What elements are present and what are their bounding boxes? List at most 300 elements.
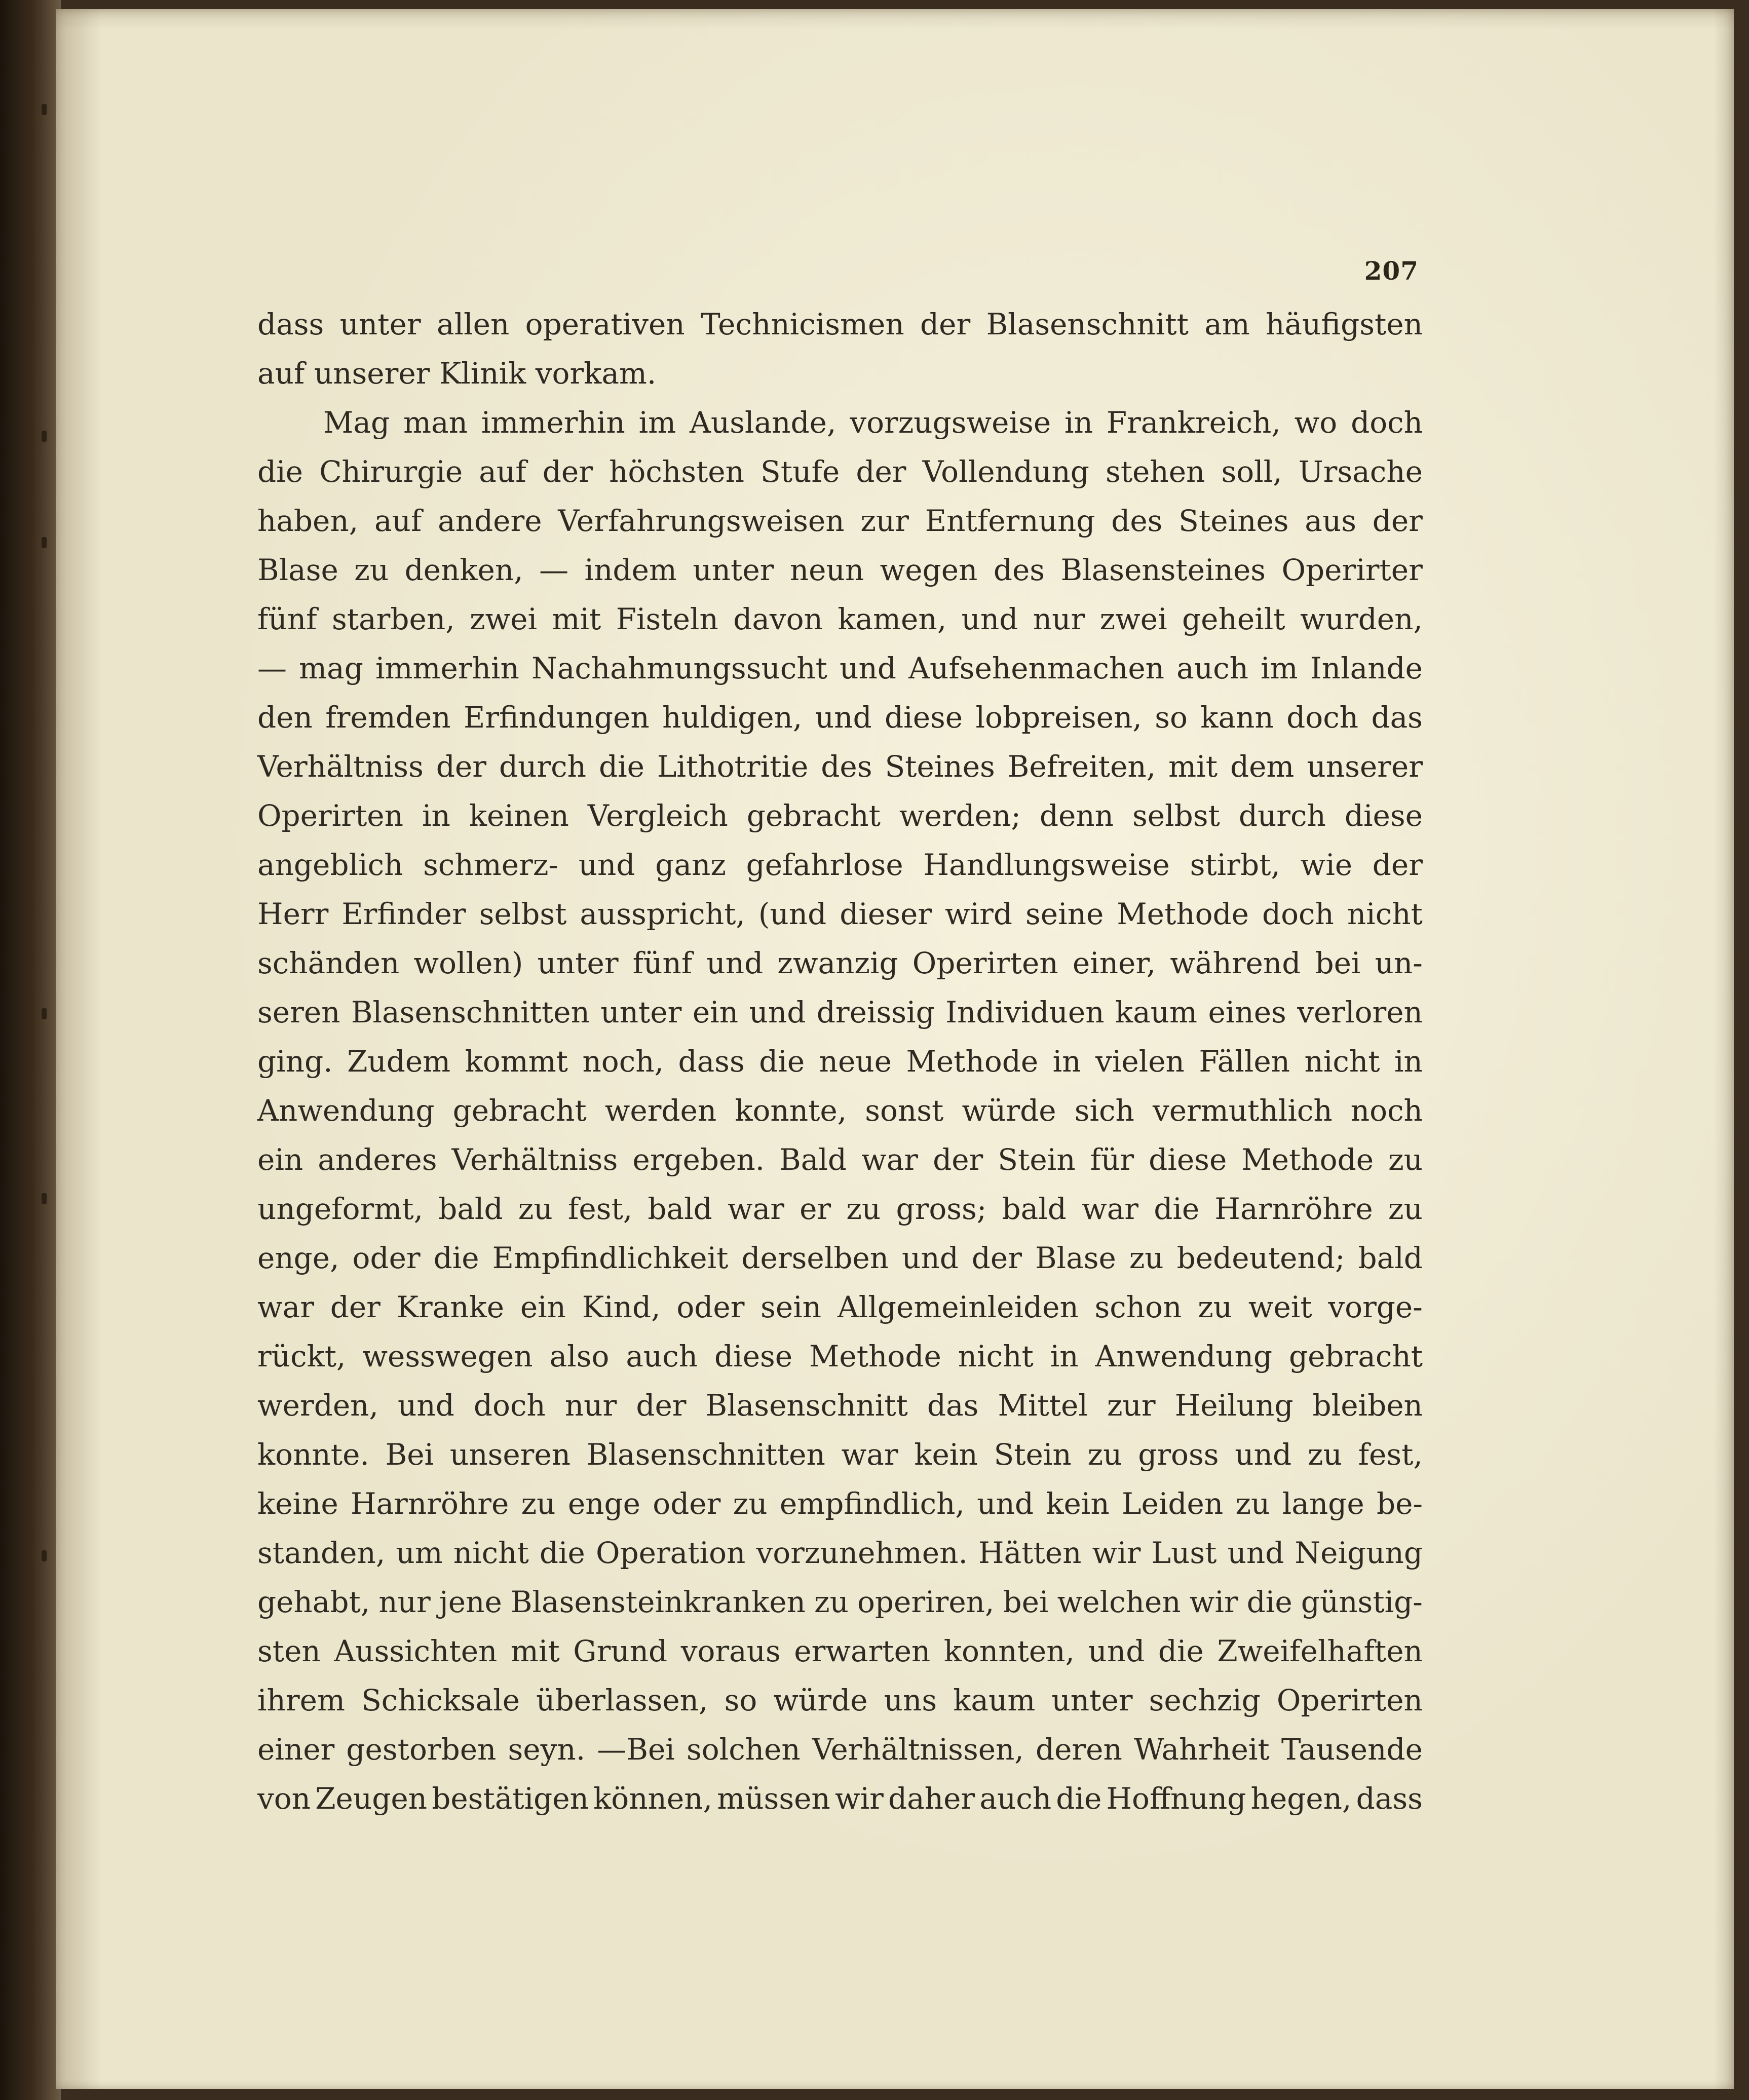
- word: bald: [648, 1192, 712, 1226]
- word: diese: [1149, 1142, 1227, 1177]
- word: gross: [1138, 1437, 1219, 1472]
- word: die: [598, 749, 644, 784]
- word: des: [1111, 504, 1163, 538]
- word: Vollendung: [922, 454, 1089, 489]
- word: der: [636, 1388, 687, 1423]
- word: und: [902, 1241, 959, 1275]
- text-line: [257, 1135, 1423, 1185]
- word: diese: [885, 700, 963, 735]
- word: Erfinder: [341, 897, 466, 931]
- word: kommt: [465, 1044, 568, 1079]
- word: im: [1261, 651, 1298, 685]
- word: die: [539, 1536, 585, 1570]
- text-line: [257, 742, 1423, 791]
- word: Verhältnissen,: [812, 1732, 1024, 1767]
- word: Zweifelhaften: [1217, 1634, 1423, 1668]
- word: uns: [884, 1683, 937, 1717]
- word: dass: [257, 307, 324, 341]
- word: vielen: [1095, 1044, 1185, 1079]
- text-line: [257, 1037, 1423, 1086]
- word: auf: [479, 454, 526, 489]
- word: wurden,: [1300, 602, 1423, 636]
- word: kaum: [953, 1683, 1036, 1717]
- word: zwei: [470, 602, 538, 636]
- word: Blasenschnitten: [586, 1437, 825, 1472]
- word: rückt,: [257, 1339, 346, 1373]
- text-line: [257, 939, 1423, 988]
- word: wo: [1294, 405, 1338, 440]
- word: starben,: [332, 602, 455, 636]
- word: Aufsehenmachen: [908, 651, 1165, 685]
- word: die: [433, 1241, 479, 1275]
- word: unseren: [449, 1437, 571, 1472]
- word: Erfindungen: [463, 700, 650, 735]
- word: der: [330, 1290, 381, 1324]
- word: war: [841, 1437, 898, 1472]
- word: seine: [1025, 897, 1104, 931]
- word: Harnröhre: [351, 1486, 509, 1521]
- text-line: [257, 1332, 1423, 1381]
- word: denken,: [404, 553, 523, 587]
- word: des: [993, 553, 1045, 587]
- word: sein: [761, 1290, 822, 1324]
- word: welchen: [1057, 1585, 1181, 1619]
- word: Steines: [1178, 504, 1289, 538]
- word: —Bei: [597, 1732, 675, 1767]
- binding-thread-mark: [42, 1550, 47, 1561]
- word: indem: [584, 553, 677, 587]
- word: zu: [814, 1585, 849, 1619]
- word: der: [971, 1241, 1022, 1275]
- word: gross;: [896, 1192, 987, 1226]
- word: gebracht: [1288, 1339, 1423, 1373]
- word: zu: [1235, 1486, 1270, 1521]
- body-text: [257, 300, 1423, 1823]
- word: angeblich: [257, 848, 403, 882]
- word: der: [1372, 504, 1423, 538]
- word: und: [815, 700, 872, 735]
- word: zur: [860, 504, 909, 538]
- word: im: [638, 405, 676, 440]
- word: Operirten: [1276, 1683, 1423, 1717]
- word: müssen: [717, 1781, 830, 1816]
- binding-thread-mark: [42, 1008, 47, 1019]
- binding-thread-mark: [42, 537, 47, 548]
- word: der: [920, 307, 971, 341]
- word: ganz: [655, 848, 726, 882]
- word: unter: [537, 946, 619, 980]
- word: sten: [257, 1634, 321, 1668]
- word: fünf: [632, 946, 693, 980]
- word: einer,: [1072, 946, 1156, 980]
- word: konnte.: [257, 1437, 369, 1472]
- word: konnten,: [943, 1634, 1075, 1668]
- word: Stufe: [761, 454, 840, 489]
- word: immerhin: [375, 651, 519, 685]
- word: Verhältniss: [257, 749, 424, 784]
- word: er: [800, 1192, 831, 1226]
- word: und: [706, 946, 764, 980]
- word: dass: [1356, 1781, 1423, 1816]
- word: weit: [1248, 1290, 1312, 1324]
- text-line: [257, 349, 1423, 398]
- word: in: [422, 798, 450, 833]
- text-line: [257, 841, 1423, 890]
- word: Inlande: [1310, 651, 1423, 685]
- word: der: [1372, 848, 1423, 882]
- word: ein: [257, 1142, 303, 1177]
- word: wegen: [880, 553, 978, 587]
- word: zu: [1129, 1241, 1164, 1275]
- word: mit: [552, 602, 601, 636]
- word: unter: [1051, 1683, 1133, 1717]
- word: wie: [1300, 848, 1353, 882]
- word: Hoffnung: [1106, 1781, 1246, 1816]
- word: nicht: [453, 1536, 529, 1570]
- word: operativen: [525, 307, 685, 341]
- word: werden: [604, 1093, 717, 1128]
- word: Operirten: [257, 798, 403, 833]
- word: unter: [600, 995, 682, 1029]
- word: die: [1056, 1781, 1102, 1816]
- word: kann: [1200, 700, 1274, 735]
- word: war: [1082, 1192, 1139, 1226]
- word: von: [257, 1781, 311, 1816]
- text-line: [257, 1430, 1423, 1479]
- word: werden,: [257, 1388, 378, 1423]
- word: des: [821, 749, 872, 784]
- word: bei: [1003, 1585, 1049, 1619]
- word: Lust: [1151, 1536, 1217, 1570]
- word: nur: [564, 1388, 617, 1423]
- word: unserer: [1307, 749, 1423, 784]
- word: zwanzig: [777, 946, 898, 980]
- word: in: [1052, 1044, 1081, 1079]
- word: nur: [378, 1585, 431, 1619]
- word: in: [1050, 1339, 1079, 1373]
- word: durch: [1238, 798, 1326, 833]
- word: wollen): [413, 946, 523, 980]
- word: vorge-: [1328, 1290, 1423, 1324]
- word: Heilung: [1174, 1388, 1294, 1423]
- word: Nachahmungssucht: [531, 651, 827, 685]
- text-line: [257, 1725, 1423, 1774]
- word: Verfahrungsweisen: [558, 504, 845, 538]
- page-number: 207: [1364, 256, 1419, 286]
- word: vermuthlich: [1152, 1093, 1333, 1128]
- text-line: [257, 1185, 1423, 1234]
- word: keine: [257, 1486, 338, 1521]
- word: überlassen,: [536, 1683, 708, 1717]
- word: wir: [1092, 1536, 1141, 1570]
- word: Herr: [257, 897, 329, 931]
- word: oder: [352, 1241, 421, 1275]
- word: einer: [257, 1732, 335, 1767]
- word: bald: [1358, 1241, 1423, 1275]
- word: Blasenschnitt: [705, 1388, 908, 1423]
- text-line: [257, 595, 1423, 644]
- word: den: [257, 700, 313, 735]
- word: eines: [1208, 995, 1286, 1029]
- word: diese: [714, 1339, 793, 1373]
- word: wird: [944, 897, 1013, 931]
- word: dem: [1230, 749, 1295, 784]
- text-line: [257, 300, 1423, 349]
- word: davon: [733, 602, 823, 636]
- word: unter: [339, 307, 421, 341]
- word: Vergleich: [587, 798, 728, 833]
- word: Empfindlichkeit: [492, 1241, 729, 1275]
- word: allen: [436, 307, 510, 341]
- word: Schicksale: [361, 1683, 520, 1717]
- word: würde: [773, 1683, 868, 1717]
- word: zu: [521, 1486, 556, 1521]
- word: und: [749, 995, 806, 1029]
- word: denn: [1039, 798, 1114, 833]
- word: geheilt: [1182, 602, 1285, 636]
- word: lange: [1282, 1486, 1364, 1521]
- text-line: [257, 791, 1423, 841]
- word: mag: [299, 651, 363, 685]
- word: doch: [1262, 897, 1334, 931]
- binding-thread-mark: [42, 431, 47, 442]
- word: un-: [1375, 946, 1423, 980]
- word: Grund: [573, 1634, 668, 1668]
- text-line: [257, 1529, 1423, 1578]
- word: die: [759, 1044, 805, 1079]
- word: solchen: [686, 1732, 801, 1767]
- word: Hätten: [978, 1536, 1082, 1570]
- word: die: [1246, 1585, 1292, 1619]
- word: in: [1064, 405, 1093, 440]
- word: Allgemeinleiden: [837, 1290, 1079, 1324]
- word: sonst: [865, 1093, 944, 1128]
- word: Auslande,: [690, 405, 837, 440]
- word: bald: [1002, 1192, 1067, 1226]
- word: fest,: [1358, 1437, 1423, 1472]
- word: und: [578, 848, 635, 882]
- word: Ursache: [1298, 454, 1423, 489]
- word: oder: [676, 1290, 745, 1324]
- word: und: [1235, 1437, 1292, 1472]
- word: Entfernung: [925, 504, 1095, 538]
- word: daher: [888, 1781, 975, 1816]
- word: empfindlich,: [779, 1486, 965, 1521]
- word: aus: [1305, 504, 1356, 538]
- word: dreissig: [816, 995, 935, 1029]
- word: keinen: [469, 798, 569, 833]
- word: gebracht: [452, 1093, 587, 1128]
- word: Frankreich,: [1106, 405, 1281, 440]
- word: standen,: [257, 1536, 386, 1570]
- word: war: [861, 1142, 919, 1177]
- text-line: [257, 447, 1423, 497]
- word: zu: [1087, 1437, 1122, 1472]
- word: kein: [914, 1437, 978, 1472]
- text-line: [257, 1479, 1423, 1529]
- word: vorzugsweise: [850, 405, 1051, 440]
- word: enge,: [257, 1241, 339, 1275]
- word: unter: [693, 553, 774, 587]
- word: Mittel: [998, 1388, 1088, 1423]
- word: zu: [518, 1192, 553, 1226]
- word: seyn.: [508, 1732, 586, 1767]
- word: durch: [499, 749, 586, 784]
- word: fest,: [567, 1192, 633, 1226]
- word: oder: [653, 1486, 721, 1521]
- word: während: [1170, 946, 1301, 980]
- word: um: [396, 1536, 443, 1570]
- word: verloren: [1297, 995, 1423, 1029]
- word: Methode: [1117, 897, 1249, 931]
- binding-thread-mark: [42, 1193, 47, 1204]
- word: Zeugen: [315, 1781, 428, 1816]
- word: gehabt,: [257, 1585, 370, 1619]
- word: diese: [1344, 798, 1423, 833]
- word: Technicismen: [700, 307, 904, 341]
- word: kamen,: [838, 602, 947, 636]
- word: das: [927, 1388, 979, 1423]
- word: und: [961, 602, 1018, 636]
- word: Blasensteines: [1060, 553, 1266, 587]
- word: Blasenschnitt: [986, 307, 1189, 341]
- word: höchsten: [609, 454, 744, 489]
- word: war: [257, 1290, 314, 1324]
- word: Lithotritie: [657, 749, 809, 784]
- word: so: [1155, 700, 1188, 735]
- word: jene: [439, 1585, 502, 1619]
- word: Wahrheit: [1133, 1732, 1270, 1767]
- word: konnte,: [735, 1093, 847, 1128]
- word: —: [539, 553, 569, 587]
- word: Handlungsweise: [923, 848, 1170, 882]
- word: Bei: [385, 1437, 434, 1472]
- word: gestorben: [346, 1732, 497, 1767]
- word: zur: [1107, 1388, 1156, 1423]
- word: andere: [438, 504, 542, 538]
- binding-gutter: [0, 0, 61, 2100]
- word: lobpreisen,: [975, 700, 1142, 735]
- text-line: [257, 890, 1423, 939]
- word: —: [257, 651, 287, 685]
- word: zu: [1388, 1142, 1423, 1177]
- word: Blase: [1035, 1241, 1116, 1275]
- word: ergeben.: [632, 1142, 765, 1177]
- word: schänden: [257, 946, 400, 980]
- word: Stein: [994, 1437, 1072, 1472]
- word: haben,: [257, 504, 359, 538]
- word: bleiben: [1312, 1388, 1423, 1423]
- word: Operirter: [1281, 553, 1423, 587]
- word: stirbt,: [1190, 848, 1280, 882]
- word: Befreiten,: [1007, 749, 1156, 784]
- word: sich: [1074, 1093, 1134, 1128]
- word: Anwendung: [1095, 1339, 1273, 1373]
- word: (und: [758, 897, 827, 931]
- word: zu: [1307, 1437, 1342, 1472]
- word: werden;: [899, 798, 1021, 833]
- word: bei: [1315, 946, 1361, 980]
- word: zu: [1388, 1192, 1423, 1226]
- word: so: [724, 1683, 757, 1717]
- word: be-: [1376, 1486, 1423, 1521]
- text-line: [257, 1774, 1423, 1823]
- word: bedeutend;: [1176, 1241, 1345, 1275]
- word: und: [1088, 1634, 1145, 1668]
- text-line: [257, 988, 1423, 1037]
- word: schon: [1094, 1290, 1182, 1324]
- word: ihrem: [257, 1683, 345, 1717]
- word: huldigen,: [662, 700, 803, 735]
- word: Leiden: [1121, 1486, 1224, 1521]
- word: vorzunehmen.: [756, 1536, 968, 1570]
- word: Bald: [779, 1142, 847, 1177]
- word: der: [856, 454, 906, 489]
- word: Neigung: [1295, 1536, 1423, 1570]
- word: Stein: [998, 1142, 1076, 1177]
- word: derselben: [741, 1241, 889, 1275]
- word: der: [933, 1142, 983, 1177]
- word: für: [1090, 1142, 1134, 1177]
- word: zu: [733, 1486, 768, 1521]
- word: Operirten: [912, 946, 1058, 980]
- text-line: [257, 398, 1423, 447]
- word: gefahrlose: [746, 848, 903, 882]
- word: Fisteln: [616, 602, 718, 636]
- word: kein: [1046, 1486, 1110, 1521]
- line-text: auf unserer Klinik vorkam.: [257, 356, 657, 391]
- word: Individuen: [945, 995, 1105, 1029]
- word: noch,: [582, 1044, 664, 1079]
- word: hegen,: [1250, 1781, 1352, 1816]
- word: nicht: [1304, 1044, 1380, 1079]
- word: in: [1394, 1044, 1423, 1079]
- word: der: [436, 749, 486, 784]
- word: zu: [846, 1192, 881, 1226]
- word: Chirurgie: [319, 454, 463, 489]
- word: wir: [1189, 1585, 1238, 1619]
- word: stehen: [1105, 454, 1205, 489]
- word: voraus: [680, 1634, 781, 1668]
- word: neue: [819, 1044, 892, 1079]
- text-line: [257, 1381, 1423, 1430]
- word: Steines: [885, 749, 995, 784]
- word: die: [1154, 1192, 1200, 1226]
- word: Methode: [809, 1339, 941, 1373]
- text-line: [257, 1234, 1423, 1283]
- word: doch: [473, 1388, 546, 1423]
- word: Fällen: [1199, 1044, 1290, 1079]
- word: ungeformt,: [257, 1192, 424, 1226]
- text-line: [257, 693, 1423, 742]
- text-line: [257, 1676, 1423, 1725]
- word: auf: [374, 504, 422, 538]
- text-line: [257, 644, 1423, 693]
- word: wir: [834, 1781, 884, 1816]
- word: neun: [789, 553, 864, 587]
- word: die: [257, 454, 303, 489]
- word: Kind,: [582, 1290, 661, 1324]
- word: können,: [593, 1781, 713, 1816]
- word: und: [840, 651, 896, 685]
- word: selbst: [1132, 798, 1220, 833]
- word: zwei: [1099, 602, 1167, 636]
- word: schmerz-: [423, 848, 558, 882]
- word: Verhältniss: [451, 1142, 618, 1177]
- word: und: [398, 1388, 454, 1423]
- word: man: [403, 405, 468, 440]
- word: gebracht: [746, 798, 881, 833]
